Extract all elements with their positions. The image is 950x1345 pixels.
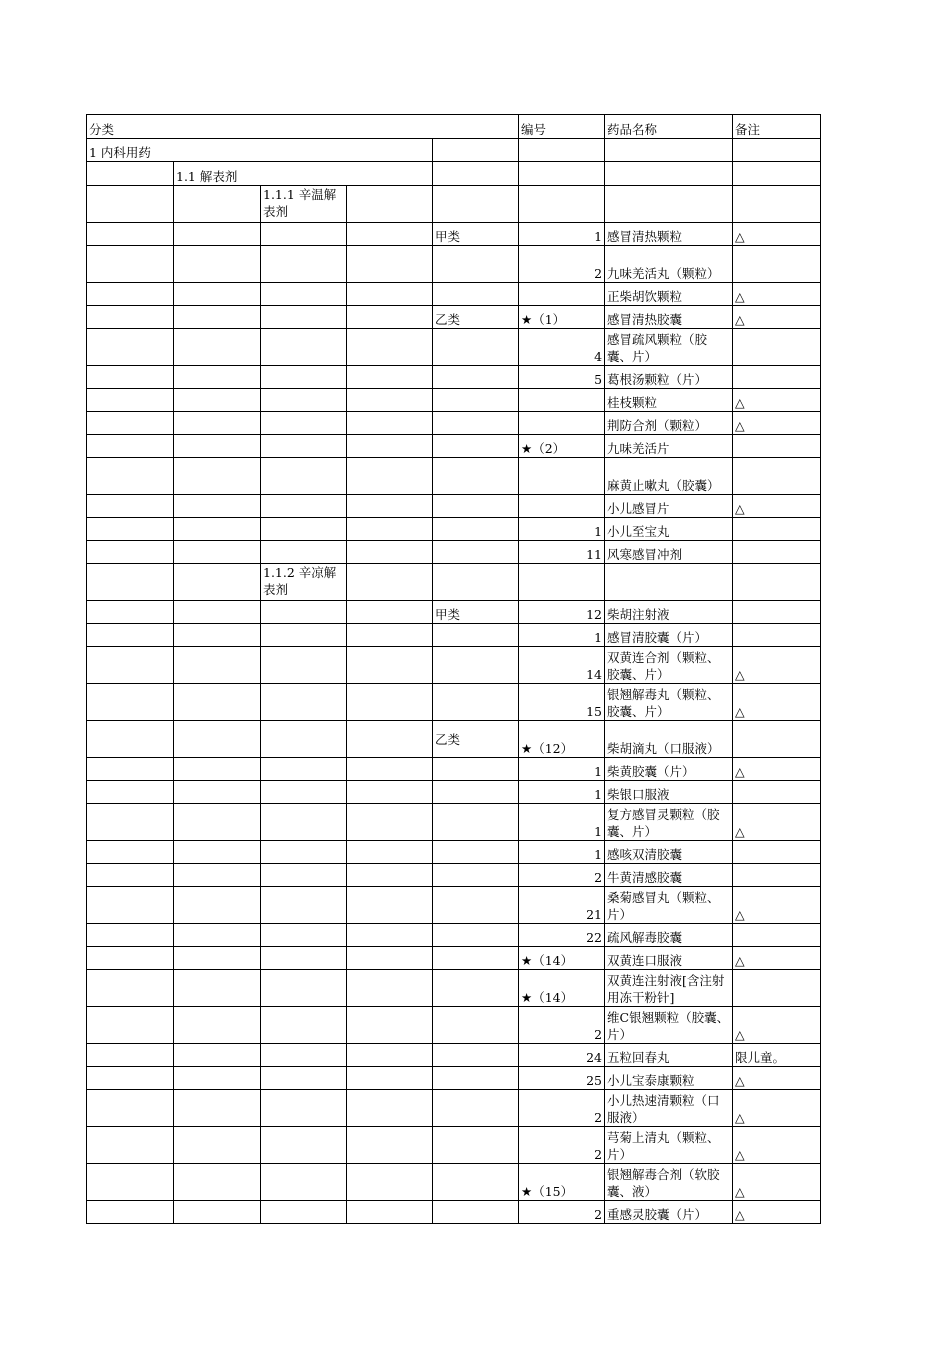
section-row-level1 bbox=[87, 139, 821, 162]
drug-note: △ bbox=[733, 389, 821, 412]
drug-row bbox=[87, 435, 821, 458]
drug-note: △ bbox=[733, 1201, 821, 1224]
section-row-level3 bbox=[87, 186, 821, 223]
drug-row bbox=[87, 721, 821, 758]
drug-class bbox=[433, 864, 519, 887]
drug-class bbox=[433, 495, 519, 518]
drug-note: △ bbox=[733, 223, 821, 246]
drug-class: 甲类 bbox=[433, 223, 519, 246]
header-note: 备注 bbox=[733, 115, 821, 139]
drug-name: 银翘解毒丸（颗粒、胶囊、片） bbox=[605, 684, 733, 721]
drug-name: 芎菊上清丸（颗粒、片） bbox=[605, 1127, 733, 1164]
drug-row bbox=[87, 412, 821, 435]
drug-row bbox=[87, 924, 821, 947]
section-level2-label: 1.1 解表剂 bbox=[174, 162, 433, 186]
drug-name: 麻黄止嗽丸（胶囊） bbox=[605, 458, 733, 495]
drug-note bbox=[733, 518, 821, 541]
drug-class: 甲类 bbox=[433, 601, 519, 624]
drug-class bbox=[433, 804, 519, 841]
drug-class bbox=[433, 412, 519, 435]
drug-note bbox=[733, 924, 821, 947]
drug-code: 1 bbox=[519, 804, 605, 841]
section-row-level3 bbox=[87, 564, 821, 601]
drug-note: △ bbox=[733, 306, 821, 329]
drug-code: ★（14） bbox=[519, 947, 605, 970]
drug-row bbox=[87, 1164, 821, 1201]
drug-note bbox=[733, 366, 821, 389]
drug-name: 风寒感冒冲剂 bbox=[605, 541, 733, 564]
drug-name: 柴银口服液 bbox=[605, 781, 733, 804]
drug-class bbox=[433, 684, 519, 721]
drug-row bbox=[87, 495, 821, 518]
drug-note bbox=[733, 458, 821, 495]
drug-row bbox=[87, 1090, 821, 1127]
drug-row bbox=[87, 223, 821, 246]
drug-note: △ bbox=[733, 283, 821, 306]
drug-class bbox=[433, 366, 519, 389]
drug-note: △ bbox=[733, 684, 821, 721]
drug-row bbox=[87, 1201, 821, 1224]
drug-code: 12 bbox=[519, 601, 605, 624]
drug-note: △ bbox=[733, 412, 821, 435]
drug-row bbox=[87, 887, 821, 924]
drug-code: 15 bbox=[519, 684, 605, 721]
drug-class bbox=[433, 329, 519, 366]
drug-code bbox=[519, 495, 605, 518]
drug-class bbox=[433, 283, 519, 306]
drug-code: 2 bbox=[519, 1127, 605, 1164]
drug-row bbox=[87, 1067, 821, 1090]
drug-class: 乙类 bbox=[433, 721, 519, 758]
section-row-level2 bbox=[87, 162, 821, 186]
drug-note bbox=[733, 541, 821, 564]
drug-code: 2 bbox=[519, 1007, 605, 1044]
drug-note: △ bbox=[733, 647, 821, 684]
drug-code: 24 bbox=[519, 1044, 605, 1067]
drug-name: 感冒疏风颗粒（胶囊、片） bbox=[605, 329, 733, 366]
drug-class bbox=[433, 1090, 519, 1127]
drug-name: 疏风解毒胶囊 bbox=[605, 924, 733, 947]
drug-code: ★（12） bbox=[519, 721, 605, 758]
drug-code: 1 bbox=[519, 624, 605, 647]
drug-row bbox=[87, 947, 821, 970]
drug-class bbox=[433, 518, 519, 541]
drug-code: 2 bbox=[519, 1201, 605, 1224]
drug-row bbox=[87, 1044, 821, 1067]
drug-row bbox=[87, 1127, 821, 1164]
drug-code: 1 bbox=[519, 758, 605, 781]
drug-row bbox=[87, 518, 821, 541]
drug-code: 2 bbox=[519, 246, 605, 283]
drug-class bbox=[433, 389, 519, 412]
drug-class: 乙类 bbox=[433, 306, 519, 329]
drug-class bbox=[433, 924, 519, 947]
drug-name: 感冒清热胶囊 bbox=[605, 306, 733, 329]
drug-row bbox=[87, 1007, 821, 1044]
drug-class bbox=[433, 887, 519, 924]
header-code: 编号 bbox=[519, 115, 605, 139]
drug-row bbox=[87, 389, 821, 412]
drug-code: 2 bbox=[519, 1090, 605, 1127]
drug-name: 桑菊感冒丸（颗粒、片） bbox=[605, 887, 733, 924]
drug-class bbox=[433, 781, 519, 804]
drug-name: 银翘解毒合剂（软胶囊、液） bbox=[605, 1164, 733, 1201]
drug-class bbox=[433, 541, 519, 564]
drug-note: △ bbox=[733, 1007, 821, 1044]
drug-name: 牛黄清感胶囊 bbox=[605, 864, 733, 887]
drug-code bbox=[519, 283, 605, 306]
drug-note bbox=[733, 329, 821, 366]
section-level3-label: 1.1.2 辛凉解表剂 bbox=[261, 564, 347, 601]
drug-row bbox=[87, 601, 821, 624]
drug-code: 21 bbox=[519, 887, 605, 924]
section-level1-label: 1 内科用药 bbox=[87, 139, 433, 162]
drug-name: 感冒清胶囊（片） bbox=[605, 624, 733, 647]
drug-name: 感咳双清胶囊 bbox=[605, 841, 733, 864]
drug-note: 限儿童。 bbox=[733, 1044, 821, 1067]
drug-row bbox=[87, 804, 821, 841]
drug-note bbox=[733, 435, 821, 458]
drug-code bbox=[519, 389, 605, 412]
drug-name: 双黄连合剂（颗粒、胶囊、片） bbox=[605, 647, 733, 684]
header-row bbox=[87, 115, 821, 139]
drug-name: 桂枝颗粒 bbox=[605, 389, 733, 412]
drug-note bbox=[733, 864, 821, 887]
drug-row bbox=[87, 283, 821, 306]
drug-row bbox=[87, 306, 821, 329]
drug-code: 1 bbox=[519, 781, 605, 804]
drug-row bbox=[87, 841, 821, 864]
drug-class bbox=[433, 1007, 519, 1044]
drug-row bbox=[87, 458, 821, 495]
drug-name: 柴胡注射液 bbox=[605, 601, 733, 624]
drug-row bbox=[87, 366, 821, 389]
drug-code: 11 bbox=[519, 541, 605, 564]
drug-note: △ bbox=[733, 804, 821, 841]
drug-class bbox=[433, 758, 519, 781]
drug-class bbox=[433, 1164, 519, 1201]
drug-class bbox=[433, 841, 519, 864]
drug-class bbox=[433, 458, 519, 495]
drug-note bbox=[733, 841, 821, 864]
drug-name: 维C银翘颗粒（胶囊、片） bbox=[605, 1007, 733, 1044]
drug-note: △ bbox=[733, 887, 821, 924]
drug-code: ★（1） bbox=[519, 306, 605, 329]
drug-class bbox=[433, 647, 519, 684]
drug-name: 感冒清热颗粒 bbox=[605, 223, 733, 246]
drug-note: △ bbox=[733, 947, 821, 970]
drug-code: 22 bbox=[519, 924, 605, 947]
drug-code: 14 bbox=[519, 647, 605, 684]
drug-code: ★（15） bbox=[519, 1164, 605, 1201]
drug-name: 小儿热速清颗粒（口服液） bbox=[605, 1090, 733, 1127]
header-category: 分类 bbox=[87, 115, 519, 139]
drug-code bbox=[519, 458, 605, 495]
drug-list-table bbox=[86, 114, 821, 1224]
drug-name: 葛根汤颗粒（片） bbox=[605, 366, 733, 389]
drug-name: 双黄连口服液 bbox=[605, 947, 733, 970]
drug-row bbox=[87, 781, 821, 804]
drug-row bbox=[87, 647, 821, 684]
drug-class bbox=[433, 947, 519, 970]
drug-class bbox=[433, 1201, 519, 1224]
drug-code bbox=[519, 412, 605, 435]
drug-row bbox=[87, 684, 821, 721]
drug-row bbox=[87, 758, 821, 781]
drug-code: 1 bbox=[519, 518, 605, 541]
drug-name: 复方感冒灵颗粒（胶囊、片） bbox=[605, 804, 733, 841]
drug-note: △ bbox=[733, 758, 821, 781]
drug-code: 25 bbox=[519, 1067, 605, 1090]
drug-name: 柴黄胶囊（片） bbox=[605, 758, 733, 781]
drug-name: 荆防合剂（颗粒） bbox=[605, 412, 733, 435]
drug-note bbox=[733, 781, 821, 804]
drug-row bbox=[87, 864, 821, 887]
drug-name: 九味羌活片 bbox=[605, 435, 733, 458]
drug-note bbox=[733, 624, 821, 647]
drug-class bbox=[433, 435, 519, 458]
drug-note: △ bbox=[733, 1067, 821, 1090]
drug-row bbox=[87, 541, 821, 564]
drug-class bbox=[433, 1044, 519, 1067]
drug-code: ★（14） bbox=[519, 970, 605, 1007]
drug-row bbox=[87, 246, 821, 283]
drug-note bbox=[733, 721, 821, 758]
drug-name: 小儿感冒片 bbox=[605, 495, 733, 518]
drug-code: 4 bbox=[519, 329, 605, 366]
drug-code: 1 bbox=[519, 841, 605, 864]
drug-name: 小儿宝泰康颗粒 bbox=[605, 1067, 733, 1090]
drug-name: 柴胡滴丸（口服液） bbox=[605, 721, 733, 758]
drug-name: 五粒回春丸 bbox=[605, 1044, 733, 1067]
drug-class bbox=[433, 970, 519, 1007]
header-drug-name: 药品名称 bbox=[605, 115, 733, 139]
drug-note: △ bbox=[733, 1127, 821, 1164]
drug-code: ★（2） bbox=[519, 435, 605, 458]
section-level3-label: 1.1.1 辛温解表剂 bbox=[261, 186, 347, 223]
drug-class bbox=[433, 1127, 519, 1164]
drug-note bbox=[733, 246, 821, 283]
drug-row bbox=[87, 329, 821, 366]
drug-name: 正柴胡饮颗粒 bbox=[605, 283, 733, 306]
drug-code: 1 bbox=[519, 223, 605, 246]
drug-class bbox=[433, 624, 519, 647]
drug-class bbox=[433, 1067, 519, 1090]
drug-note: △ bbox=[733, 1090, 821, 1127]
drug-row bbox=[87, 624, 821, 647]
drug-name: 九味羌活丸（颗粒） bbox=[605, 246, 733, 283]
drug-code: 5 bbox=[519, 366, 605, 389]
drug-row bbox=[87, 970, 821, 1007]
drug-code: 2 bbox=[519, 864, 605, 887]
drug-note: △ bbox=[733, 495, 821, 518]
drug-note bbox=[733, 970, 821, 1007]
drug-class bbox=[433, 246, 519, 283]
drug-name: 重感灵胶囊（片） bbox=[605, 1201, 733, 1224]
drug-name: 小儿至宝丸 bbox=[605, 518, 733, 541]
drug-note: △ bbox=[733, 1164, 821, 1201]
drug-name: 双黄连注射液[含注射用冻干粉针] bbox=[605, 970, 733, 1007]
drug-note bbox=[733, 601, 821, 624]
